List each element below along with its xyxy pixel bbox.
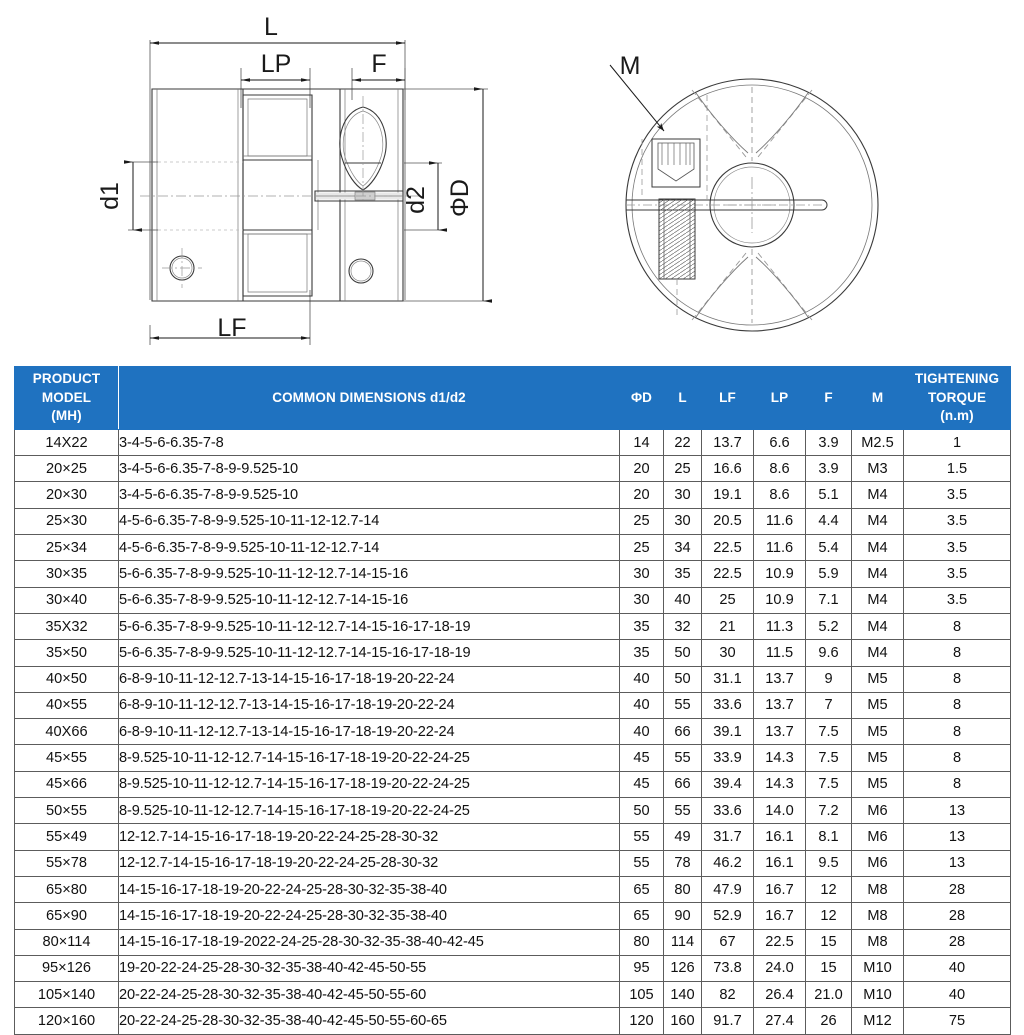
- cell-lp: 16.7: [754, 903, 806, 929]
- cell-lp: 16.1: [754, 850, 806, 876]
- cell-tightening-torque: 1.5: [904, 456, 1011, 482]
- cell-tightening-torque: 8: [904, 771, 1011, 797]
- cell-product-model: 65×80: [15, 876, 119, 902]
- cell-l: 32: [664, 613, 702, 639]
- cell-lf: 22.5: [702, 535, 754, 561]
- cell-product-model: 30×35: [15, 561, 119, 587]
- header-line-mh: (MH): [51, 408, 82, 424]
- cell-f: 26: [806, 1008, 852, 1034]
- cell-phi-d: 30: [620, 587, 664, 613]
- cell-phi-d: 50: [620, 798, 664, 824]
- table-row: [15, 1008, 1011, 1034]
- cell-tightening-torque: 8: [904, 666, 1011, 692]
- cell-l: 90: [664, 903, 702, 929]
- cell-f: 9: [806, 666, 852, 692]
- table-row: [15, 876, 1011, 902]
- cell-common-dimensions: 3-4-5-6-6.35-7-8: [119, 429, 620, 455]
- cell-f: 21.0: [806, 982, 852, 1008]
- header-line-model: MODEL: [41, 389, 92, 405]
- cell-common-dimensions: 6-8-9-10-11-12-12.7-13-14-15-16-17-18-19-20-22-24: [119, 666, 620, 692]
- cell-phi-d: 35: [620, 613, 664, 639]
- cell-m: M12: [852, 1008, 904, 1034]
- column-header-lf: LF: [702, 367, 754, 430]
- cell-lf: 31.7: [702, 824, 754, 850]
- table-row: [15, 640, 1011, 666]
- dim-label-M: M: [619, 52, 641, 80]
- cell-m: M10: [852, 955, 904, 981]
- cell-f: 7.5: [806, 771, 852, 797]
- cell-phi-d: 80: [620, 929, 664, 955]
- table-row: [15, 508, 1011, 534]
- cell-phi-d: 65: [620, 876, 664, 902]
- cell-m: M4: [852, 482, 904, 508]
- cell-phi-d: 20: [620, 456, 664, 482]
- cell-common-dimensions: 8-9.525-10-11-12-12.7-14-15-16-17-18-19-20-22-24-25: [119, 798, 620, 824]
- cell-common-dimensions: 12-12.7-14-15-16-17-18-19-20-22-24-25-28-30-32: [119, 824, 620, 850]
- cell-tightening-torque: 3.5: [904, 535, 1011, 561]
- cell-l: 55: [664, 692, 702, 718]
- cell-m: M5: [852, 666, 904, 692]
- cell-lp: 6.6: [754, 429, 806, 455]
- cell-m: M8: [852, 876, 904, 902]
- dim-label-F: F: [371, 50, 387, 78]
- dim-label-LP: LP: [260, 50, 292, 78]
- cell-common-dimensions: 20-22-24-25-28-30-32-35-38-40-42-45-50-55-60: [119, 982, 620, 1008]
- cell-f: 7.5: [806, 745, 852, 771]
- table-row: [15, 982, 1011, 1008]
- cell-lp: 11.6: [754, 508, 806, 534]
- cell-m: M4: [852, 587, 904, 613]
- cell-common-dimensions: 14-15-16-17-18-19-20-22-24-25-28-30-32-35-38-40: [119, 903, 620, 929]
- cell-product-model: 55×78: [15, 850, 119, 876]
- cell-product-model: 45×55: [15, 745, 119, 771]
- cell-lp: 16.7: [754, 876, 806, 902]
- cell-m: M5: [852, 692, 904, 718]
- cell-lf: 20.5: [702, 508, 754, 534]
- cell-common-dimensions: 8-9.525-10-11-12-12.7-14-15-16-17-18-19-20-22-24-25: [119, 745, 620, 771]
- cell-tightening-torque: 3.5: [904, 508, 1011, 534]
- cell-lf: 13.7: [702, 429, 754, 455]
- table-row: [15, 666, 1011, 692]
- cell-lp: 13.7: [754, 692, 806, 718]
- cell-product-model: 40X66: [15, 719, 119, 745]
- cell-tightening-torque: 3.5: [904, 482, 1011, 508]
- cell-f: 7: [806, 692, 852, 718]
- dim-label-phiD: ΦD: [446, 178, 474, 218]
- cell-product-model: 55×49: [15, 824, 119, 850]
- cell-f: 15: [806, 929, 852, 955]
- cell-lp: 8.6: [754, 482, 806, 508]
- cell-phi-d: 95: [620, 955, 664, 981]
- specification-table: [14, 366, 1011, 1035]
- cell-tightening-torque: 8: [904, 745, 1011, 771]
- cell-f: 12: [806, 876, 852, 902]
- table-body: [15, 429, 1011, 1034]
- dim-label-d2: d2: [402, 186, 430, 214]
- cell-common-dimensions: 4-5-6-6.35-7-8-9-9.525-10-11-12-12.7-14: [119, 508, 620, 534]
- cell-lp: 24.0: [754, 955, 806, 981]
- table-row: [15, 613, 1011, 639]
- cell-common-dimensions: 6-8-9-10-11-12-12.7-13-14-15-16-17-18-19-20-22-24: [119, 719, 620, 745]
- dim-label-d1: d1: [96, 182, 124, 210]
- cell-tightening-torque: 13: [904, 798, 1011, 824]
- cell-lp: 14.0: [754, 798, 806, 824]
- cell-l: 66: [664, 771, 702, 797]
- column-header-m: M: [852, 367, 904, 430]
- cell-product-model: 105×140: [15, 982, 119, 1008]
- cell-common-dimensions: 8-9.525-10-11-12-12.7-14-15-16-17-18-19-20-22-24-25: [119, 771, 620, 797]
- table-row: [15, 482, 1011, 508]
- cell-lp: 10.9: [754, 587, 806, 613]
- cell-tightening-torque: 28: [904, 903, 1011, 929]
- cell-l: 160: [664, 1008, 702, 1034]
- header-line-torque: TORQUE: [927, 389, 987, 405]
- cell-m: M4: [852, 613, 904, 639]
- cell-tightening-torque: 8: [904, 613, 1011, 639]
- cell-f: 9.6: [806, 640, 852, 666]
- cell-phi-d: 45: [620, 771, 664, 797]
- cell-common-dimensions: 14-15-16-17-18-19-20-22-24-25-28-30-32-35-38-40: [119, 876, 620, 902]
- cell-lf: 30: [702, 640, 754, 666]
- cell-m: M6: [852, 798, 904, 824]
- cell-lp: 11.6: [754, 535, 806, 561]
- cell-phi-d: 120: [620, 1008, 664, 1034]
- cell-lf: 67: [702, 929, 754, 955]
- cell-lf: 21: [702, 613, 754, 639]
- cell-common-dimensions: 20-22-24-25-28-30-32-35-38-40-42-45-50-55-60-65: [119, 1008, 620, 1034]
- cell-product-model: 65×90: [15, 903, 119, 929]
- column-header-lp: LP: [754, 367, 806, 430]
- cell-phi-d: 40: [620, 719, 664, 745]
- cell-f: 7.5: [806, 719, 852, 745]
- cell-product-model: 45×66: [15, 771, 119, 797]
- cell-lf: 16.6: [702, 456, 754, 482]
- cell-m: M5: [852, 745, 904, 771]
- cell-l: 30: [664, 508, 702, 534]
- cell-lf: 39.4: [702, 771, 754, 797]
- cell-m: M6: [852, 850, 904, 876]
- table-row: [15, 535, 1011, 561]
- cell-lf: 33.6: [702, 798, 754, 824]
- table-row: [15, 903, 1011, 929]
- cell-lf: 82: [702, 982, 754, 1008]
- cell-f: 4.4: [806, 508, 852, 534]
- cell-m: M4: [852, 508, 904, 534]
- cell-m: M4: [852, 535, 904, 561]
- cell-m: M4: [852, 561, 904, 587]
- column-header-phi-d: ΦD: [620, 367, 664, 430]
- cell-lp: 8.6: [754, 456, 806, 482]
- cell-lf: 46.2: [702, 850, 754, 876]
- cell-product-model: 30×40: [15, 587, 119, 613]
- table-row: [15, 692, 1011, 718]
- cell-phi-d: 14: [620, 429, 664, 455]
- cell-l: 55: [664, 798, 702, 824]
- cell-lp: 13.7: [754, 719, 806, 745]
- column-header-f: F: [806, 367, 852, 430]
- table-row: [15, 587, 1011, 613]
- cell-product-model: 120×160: [15, 1008, 119, 1034]
- table-row: [15, 745, 1011, 771]
- cell-l: 66: [664, 719, 702, 745]
- specification-table-container: [14, 366, 1010, 1035]
- cell-f: 5.4: [806, 535, 852, 561]
- cell-l: 50: [664, 666, 702, 692]
- cell-m: M10: [852, 982, 904, 1008]
- cell-phi-d: 55: [620, 824, 664, 850]
- cell-phi-d: 40: [620, 692, 664, 718]
- cell-lf: 19.1: [702, 482, 754, 508]
- cell-tightening-torque: 75: [904, 1008, 1011, 1034]
- table-row: [15, 850, 1011, 876]
- cell-f: 7.1: [806, 587, 852, 613]
- cell-product-model: 35X32: [15, 613, 119, 639]
- cell-l: 35: [664, 561, 702, 587]
- cell-m: M5: [852, 719, 904, 745]
- cell-tightening-torque: 8: [904, 719, 1011, 745]
- cell-tightening-torque: 40: [904, 955, 1011, 981]
- cell-lf: 31.1: [702, 666, 754, 692]
- cell-tightening-torque: 1: [904, 429, 1011, 455]
- cell-lf: 39.1: [702, 719, 754, 745]
- table-row: [15, 798, 1011, 824]
- cell-l: 34: [664, 535, 702, 561]
- cell-lp: 16.1: [754, 824, 806, 850]
- cell-f: 3.9: [806, 429, 852, 455]
- cell-lp: 13.7: [754, 666, 806, 692]
- column-header-common-dimensions: COMMON DIMENSIONS d1/d2: [119, 367, 620, 430]
- cell-m: M2.5: [852, 429, 904, 455]
- cell-product-model: 95×126: [15, 955, 119, 981]
- column-header-l: L: [664, 367, 702, 430]
- cell-l: 50: [664, 640, 702, 666]
- cell-common-dimensions: 5-6-6.35-7-8-9-9.525-10-11-12-12.7-14-15-16: [119, 587, 620, 613]
- cell-f: 8.1: [806, 824, 852, 850]
- cell-lf: 73.8: [702, 955, 754, 981]
- table-row: [15, 429, 1011, 455]
- header-line-tightening: TIGHTENING: [914, 371, 1000, 386]
- cell-product-model: 40×50: [15, 666, 119, 692]
- cell-f: 5.1: [806, 482, 852, 508]
- coupling-drawing-svg: [0, 0, 1024, 360]
- cell-l: 80: [664, 876, 702, 902]
- cell-phi-d: 30: [620, 561, 664, 587]
- cell-f: 9.5: [806, 850, 852, 876]
- cell-tightening-torque: 28: [904, 876, 1011, 902]
- table-row: [15, 561, 1011, 587]
- cell-product-model: 20×25: [15, 456, 119, 482]
- cell-lp: 26.4: [754, 982, 806, 1008]
- cell-tightening-torque: 13: [904, 850, 1011, 876]
- cell-m: M8: [852, 903, 904, 929]
- cell-tightening-torque: 8: [904, 692, 1011, 718]
- cell-common-dimensions: 4-5-6-6.35-7-8-9-9.525-10-11-12-12.7-14: [119, 535, 620, 561]
- cell-l: 114: [664, 929, 702, 955]
- cell-phi-d: 45: [620, 745, 664, 771]
- cell-product-model: 35×50: [15, 640, 119, 666]
- cell-lf: 25: [702, 587, 754, 613]
- cell-f: 12: [806, 903, 852, 929]
- table-row: [15, 719, 1011, 745]
- column-header-product-model: [15, 367, 119, 430]
- cell-tightening-torque: 3.5: [904, 587, 1011, 613]
- cell-common-dimensions: 19-20-22-24-25-28-30-32-35-38-40-42-45-50-55: [119, 955, 620, 981]
- cell-l: 78: [664, 850, 702, 876]
- cell-tightening-torque: 3.5: [904, 561, 1011, 587]
- dim-label-LF: LF: [217, 314, 247, 342]
- cell-common-dimensions: 14-15-16-17-18-19-2022-24-25-28-30-32-35-38-40-42-45: [119, 929, 620, 955]
- table-row: [15, 456, 1011, 482]
- cell-m: M6: [852, 824, 904, 850]
- cell-lf: 33.9: [702, 745, 754, 771]
- cell-phi-d: 35: [620, 640, 664, 666]
- cell-product-model: 25×30: [15, 508, 119, 534]
- cell-f: 3.9: [806, 456, 852, 482]
- cell-m: M3: [852, 456, 904, 482]
- cell-phi-d: 20: [620, 482, 664, 508]
- column-header-tightening-torque: [904, 367, 1011, 430]
- cell-f: 15: [806, 955, 852, 981]
- cell-l: 126: [664, 955, 702, 981]
- table-row: [15, 771, 1011, 797]
- cell-lp: 14.3: [754, 771, 806, 797]
- cell-phi-d: 40: [620, 666, 664, 692]
- cell-lf: 52.9: [702, 903, 754, 929]
- cell-lp: 22.5: [754, 929, 806, 955]
- header-line-product: PRODUCT: [32, 371, 101, 386]
- cell-m: M8: [852, 929, 904, 955]
- cell-l: 22: [664, 429, 702, 455]
- cell-lp: 10.9: [754, 561, 806, 587]
- cell-common-dimensions: 5-6-6.35-7-8-9-9.525-10-11-12-12.7-14-15-16: [119, 561, 620, 587]
- cell-lp: 14.3: [754, 745, 806, 771]
- cell-lf: 91.7: [702, 1008, 754, 1034]
- cell-common-dimensions: 12-12.7-14-15-16-17-18-19-20-22-24-25-28-30-32: [119, 850, 620, 876]
- cell-common-dimensions: 5-6-6.35-7-8-9-9.525-10-11-12-12.7-14-15-16-17-18-19: [119, 613, 620, 639]
- cell-product-model: 40×55: [15, 692, 119, 718]
- cell-phi-d: 105: [620, 982, 664, 1008]
- cell-tightening-torque: 8: [904, 640, 1011, 666]
- cell-l: 140: [664, 982, 702, 1008]
- cell-tightening-torque: 40: [904, 982, 1011, 1008]
- cell-common-dimensions: 5-6-6.35-7-8-9-9.525-10-11-12-12.7-14-15-16-17-18-19: [119, 640, 620, 666]
- cell-tightening-torque: 13: [904, 824, 1011, 850]
- table-header: [15, 367, 1011, 430]
- cell-lf: 22.5: [702, 561, 754, 587]
- cell-lp: 27.4: [754, 1008, 806, 1034]
- cell-l: 30: [664, 482, 702, 508]
- table-header-row: [15, 367, 1011, 430]
- cell-f: 5.9: [806, 561, 852, 587]
- cell-l: 55: [664, 745, 702, 771]
- dim-label-L: L: [264, 13, 278, 41]
- cell-product-model: 80×114: [15, 929, 119, 955]
- header-line-nm: (n.m): [940, 408, 974, 424]
- cell-product-model: 25×34: [15, 535, 119, 561]
- cell-product-model: 20×30: [15, 482, 119, 508]
- table-row: [15, 955, 1011, 981]
- cell-lp: 11.5: [754, 640, 806, 666]
- cell-common-dimensions: 6-8-9-10-11-12-12.7-13-14-15-16-17-18-19-20-22-24: [119, 692, 620, 718]
- cell-phi-d: 55: [620, 850, 664, 876]
- table-row: [15, 824, 1011, 850]
- cell-lp: 11.3: [754, 613, 806, 639]
- cell-m: M5: [852, 771, 904, 797]
- cell-l: 25: [664, 456, 702, 482]
- cell-product-model: 50×55: [15, 798, 119, 824]
- cell-lf: 33.6: [702, 692, 754, 718]
- cell-phi-d: 65: [620, 903, 664, 929]
- cell-l: 49: [664, 824, 702, 850]
- cell-l: 40: [664, 587, 702, 613]
- technical-drawing-area: [0, 0, 1024, 360]
- cell-phi-d: 25: [620, 535, 664, 561]
- cell-common-dimensions: 3-4-5-6-6.35-7-8-9-9.525-10: [119, 456, 620, 482]
- cell-f: 5.2: [806, 613, 852, 639]
- cell-tightening-torque: 28: [904, 929, 1011, 955]
- cell-product-model: 14X22: [15, 429, 119, 455]
- cell-common-dimensions: 3-4-5-6-6.35-7-8-9-9.525-10: [119, 482, 620, 508]
- cell-phi-d: 25: [620, 508, 664, 534]
- cell-lf: 47.9: [702, 876, 754, 902]
- table-row: [15, 929, 1011, 955]
- cell-m: M4: [852, 640, 904, 666]
- cell-f: 7.2: [806, 798, 852, 824]
